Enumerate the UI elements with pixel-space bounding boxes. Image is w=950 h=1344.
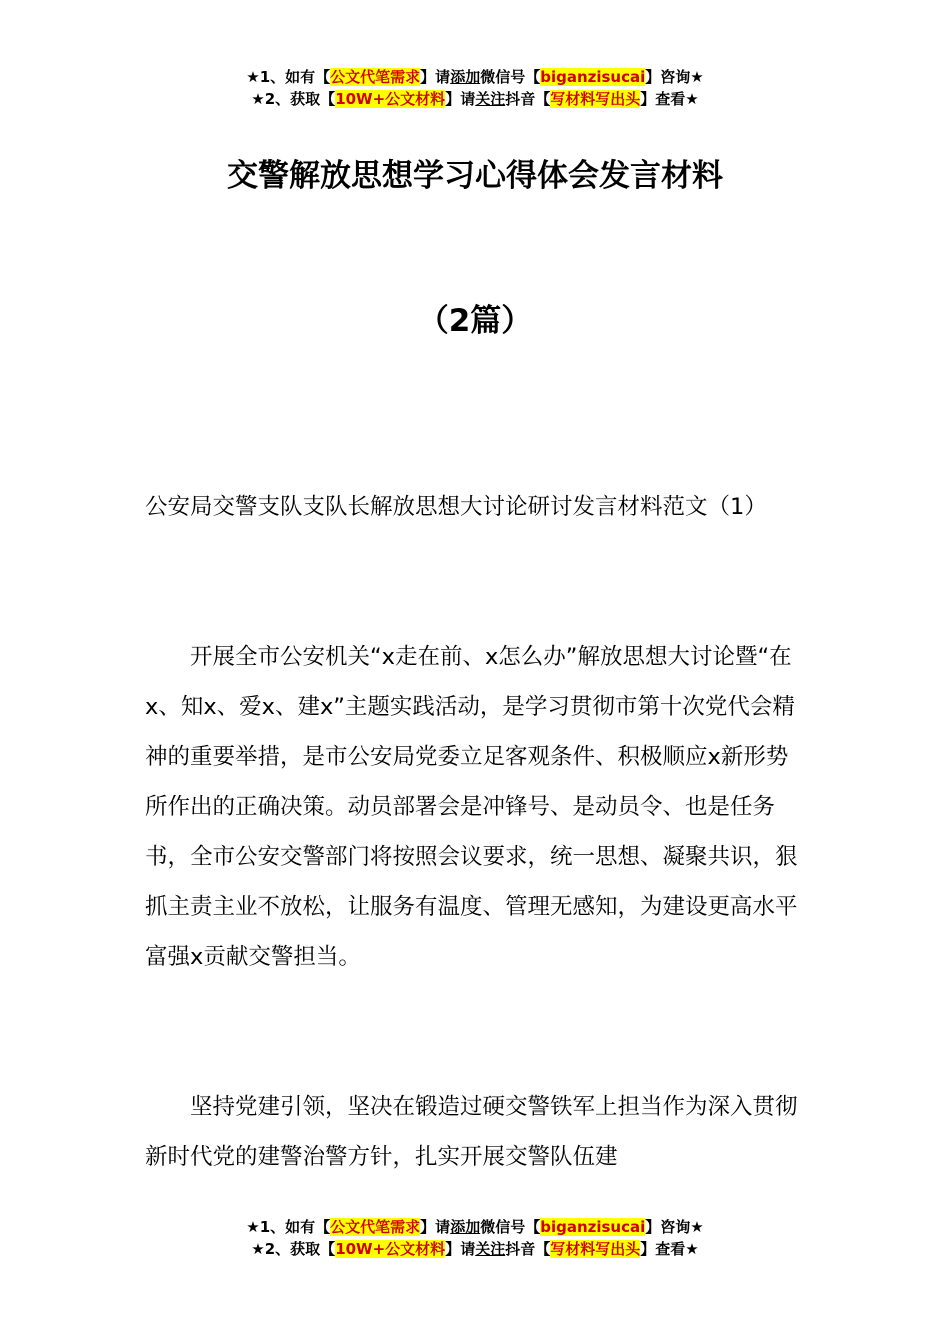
body-paragraph-1: 开展全市公安机关“x走在前、x怎么办”解放思想大讨论暨“在x、知x、爱x、建x”主题实践活动，是学习贯彻市第十次党代会精神的重要举措，是市公安局党委立足客观条件、积极顺应x新形势所作出的正确决策。动员部署会是冲锋号、是动员令、也是任务书，全市公安交警部门将按照会议要求，统一思想、凝聚共识，狠抓主责主业不放松，让服务有温度、管理无感知，为建设更高水平富强x贡献交警担当。 [145, 644, 798, 970]
notice-text: 】咨询★ [645, 68, 704, 86]
notice-underline: 添加 [450, 68, 481, 86]
notice-line-2 [0, 1238, 950, 1260]
wechat-id-highlight: biganzisucai [540, 68, 646, 86]
notice-text: 抖音【 [505, 90, 551, 108]
notice-text: 微信号【 [480, 68, 541, 86]
douyin-id-highlight: 写材料写出头 [550, 90, 641, 108]
notice-text: 】查看★ [640, 1240, 699, 1258]
notice-line-1 [0, 1216, 950, 1238]
document-title-count: （2篇） [417, 303, 533, 339]
notice-highlight: 公文代笔需求 [330, 1218, 421, 1236]
notice-text: 抖音【 [505, 1240, 551, 1258]
notice-highlight: 公文代笔需求 [330, 68, 421, 86]
notice-highlight: 10W+公文材料 [335, 1240, 446, 1258]
notice-underline: 关注 [475, 90, 506, 108]
notice-text: ★2、获取【 [251, 90, 336, 108]
notice-underline: 关注 [475, 1240, 506, 1258]
bottom-notice-banner [0, 1216, 950, 1260]
notice-text: 】咨询★ [645, 1218, 704, 1236]
notice-text: 】请 [445, 90, 476, 108]
notice-text: 】请 [420, 68, 451, 86]
notice-text: 】请 [420, 1218, 451, 1236]
body-paragraph-2: 坚持党建引领，坚决在锻造过硬交警铁军上担当作为深入贯彻新时代党的建警治警方针，扎实开展交警队伍建 [145, 1094, 798, 1170]
document-title: 交警解放思想学习心得体会发言材料 [227, 158, 723, 194]
notice-text: 微信号【 [480, 1218, 541, 1236]
wechat-id-highlight: biganzisucai [540, 1218, 646, 1236]
notice-underline: 添加 [450, 1218, 481, 1236]
notice-line-2 [0, 88, 950, 110]
notice-text: 】查看★ [640, 90, 699, 108]
notice-text: ★1、如有【 [246, 1218, 331, 1236]
section-subtitle: 公安局交警支队支队长解放思想大讨论研讨发言材料范文（1） [145, 494, 767, 520]
top-notice-banner [0, 66, 950, 110]
notice-highlight: 10W+公文材料 [335, 90, 446, 108]
notice-text: ★2、获取【 [251, 1240, 336, 1258]
notice-text: 】请 [445, 1240, 476, 1258]
douyin-id-highlight: 写材料写出头 [550, 1240, 641, 1258]
notice-text: ★1、如有【 [246, 68, 331, 86]
notice-line-1 [0, 66, 950, 88]
